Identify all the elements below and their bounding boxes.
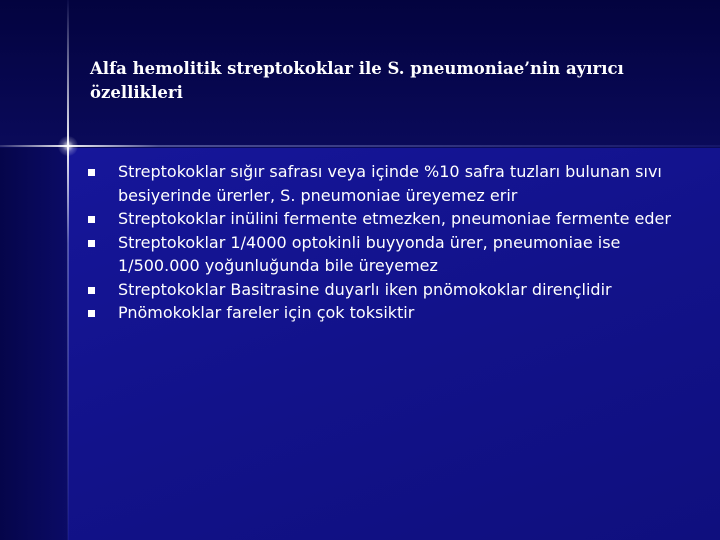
square-bullet-icon [88,287,95,294]
bullet-item [88,301,688,325]
square-bullet-icon [88,310,95,317]
slide-title: Alfa hemolitik streptokoklar ile S. pneumoniae’nin ayırıcı özellikleri [90,59,624,102]
square-bullet-icon [88,216,95,223]
bullet-item [88,278,688,302]
bullet-text: Streptokoklar 1/4000 optokinli buyyonda ürer, pneumoniae ise 1/500.000 yoğunluğunda bile üreyemez [118,232,621,275]
bullet-item [88,207,688,231]
square-bullet-icon [88,169,95,176]
bullet-text: Pnömokoklar fareler için çok toksiktir [118,303,415,322]
bullet-list [88,160,688,325]
square-bullet-icon [88,240,95,247]
bullet-item [88,160,688,207]
star-line-horizontal [0,145,720,147]
bullet-text: Streptokoklar sığır safrası veya içinde %10 safra tuzları bulunan sıvı besiyerinde ürerler, S. pneumoniae üreyemez erir [118,162,662,205]
bullet-item [88,231,688,278]
bullet-text: Streptokoklar inülini fermente etmezken, pneumoniae fermente eder [118,209,671,228]
bullet-text: Streptokoklar Basitrasine duyarlı iken pnömokoklar dirençlidir [118,279,612,299]
left-band [0,148,68,540]
star-sparkle-icon [58,136,78,156]
star-line-vertical [67,0,69,540]
